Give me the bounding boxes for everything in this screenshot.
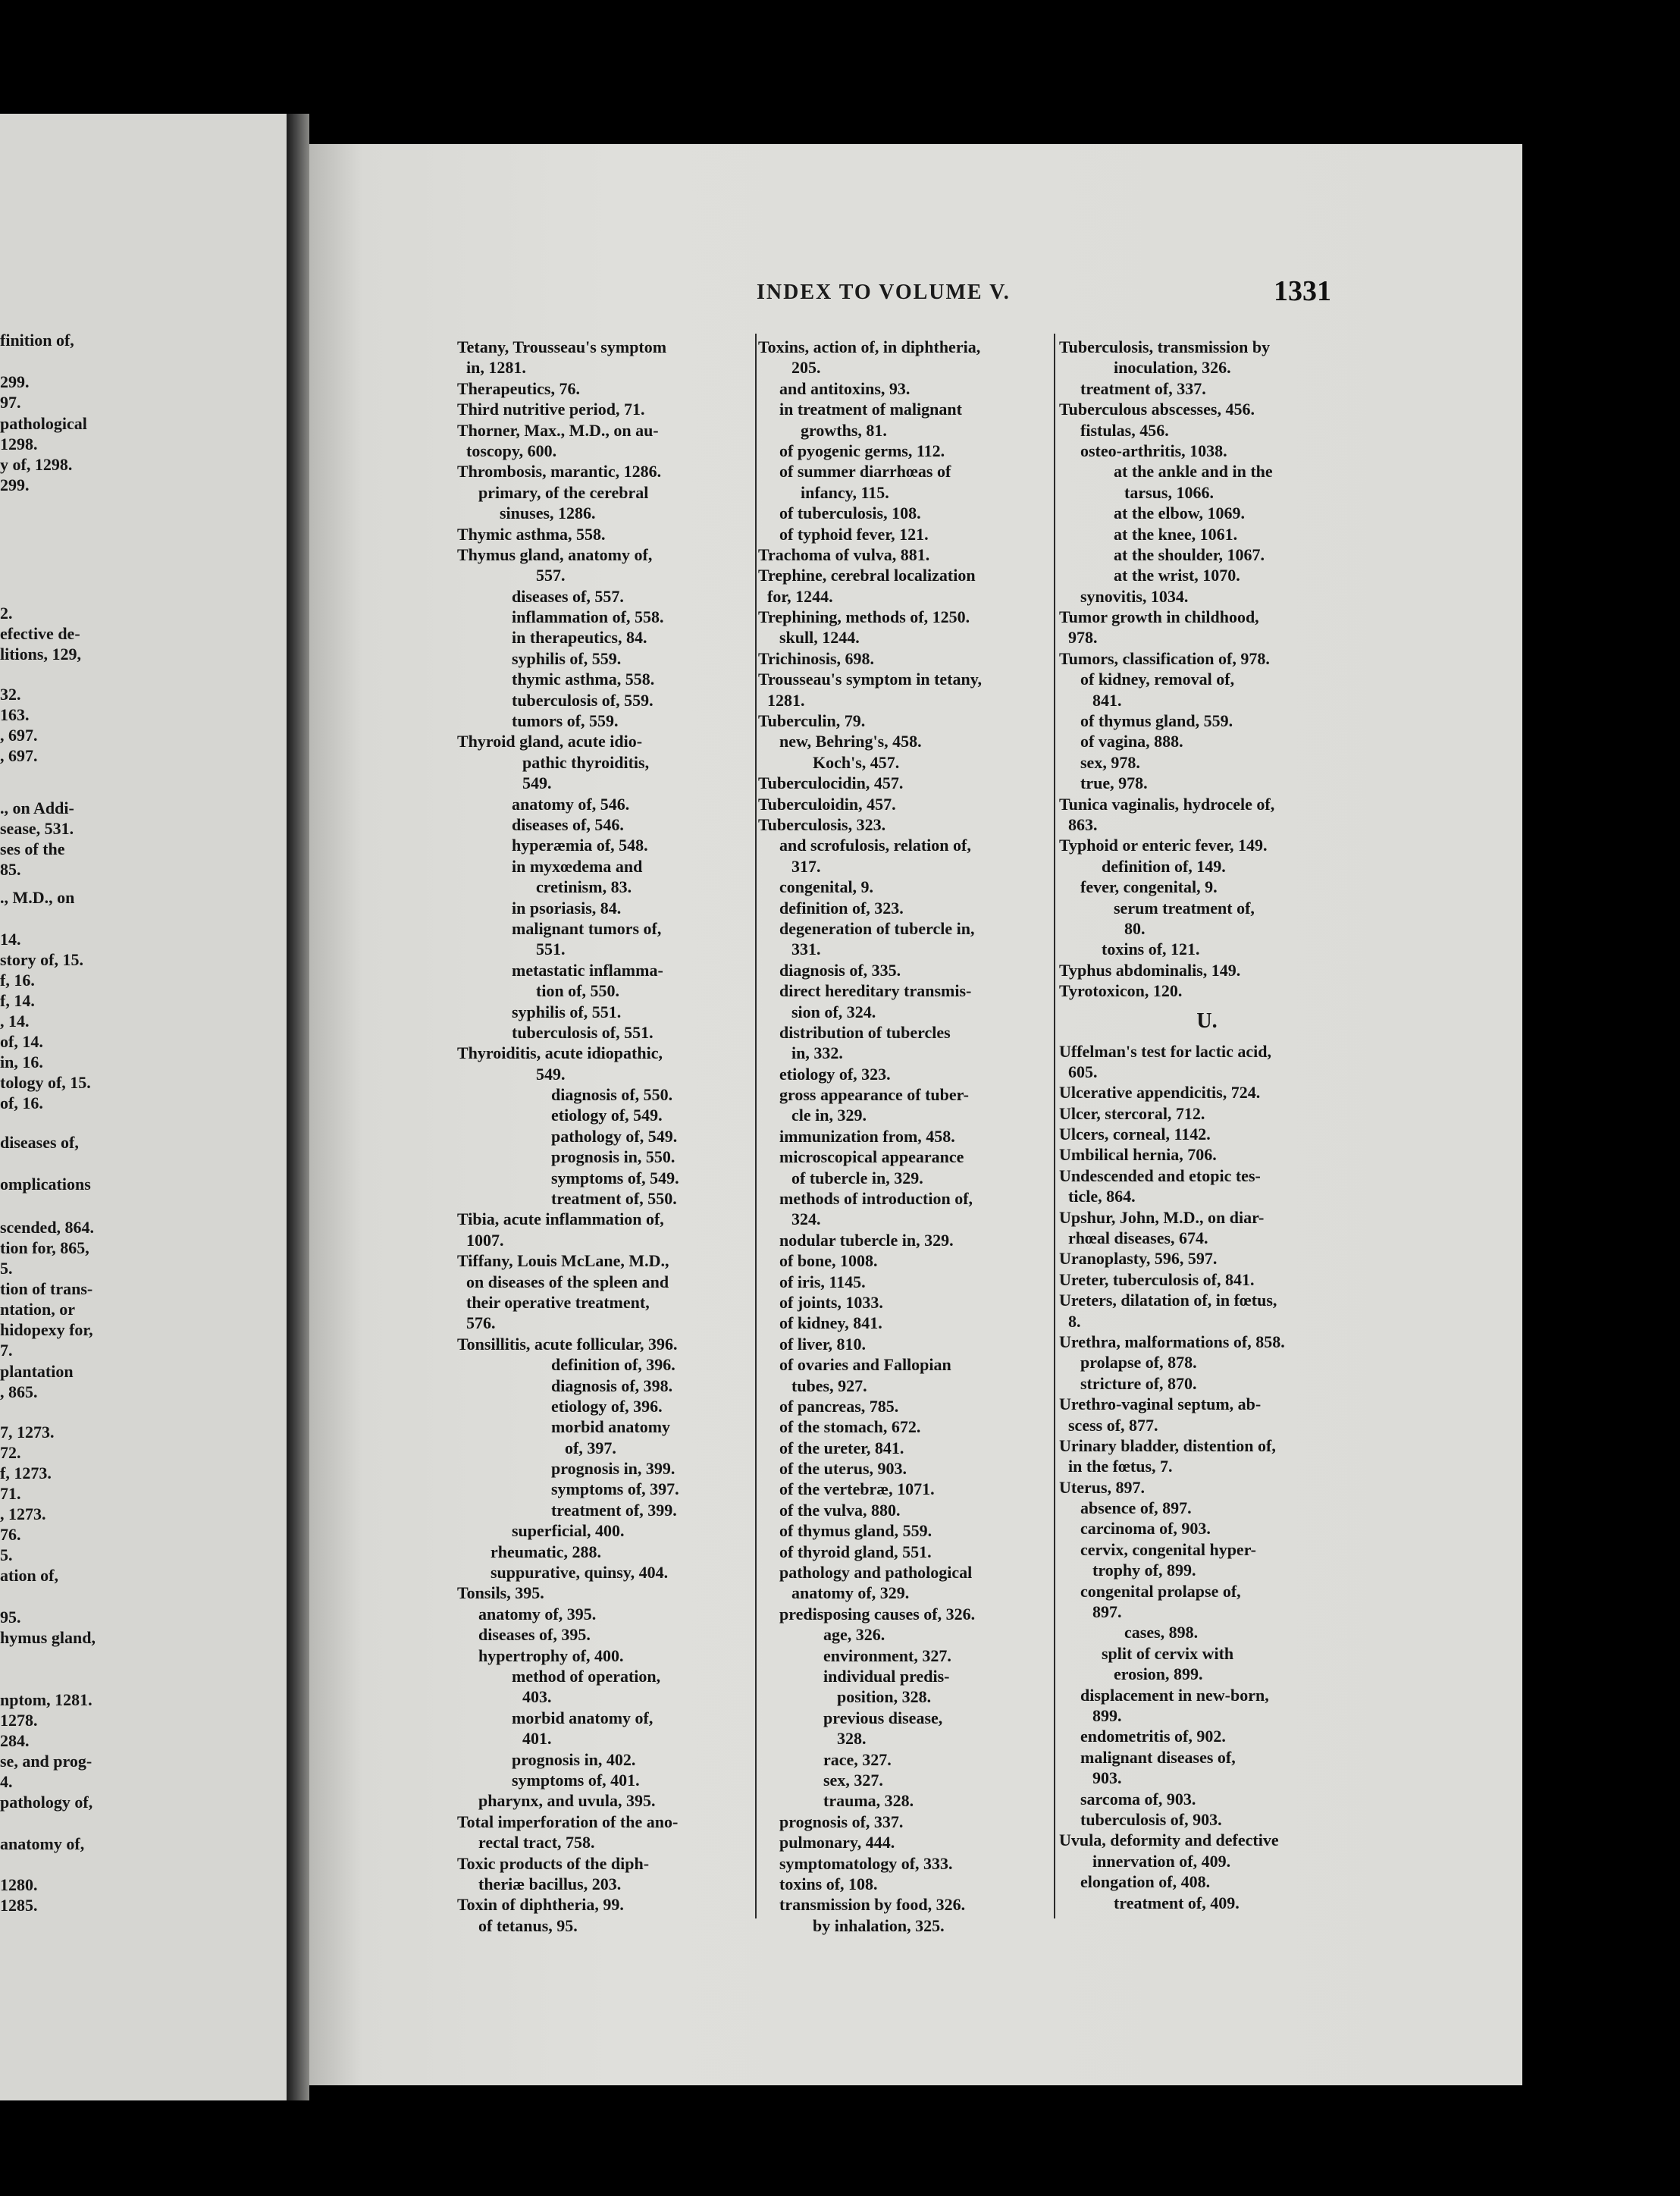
index-subentry: fistulas, 456. — [1080, 420, 1169, 440]
index-subentry: metastatic inflamma- — [512, 960, 663, 980]
index-subentry: of, 397. — [565, 1438, 616, 1457]
index-entry: Uranoplasty, 596, 597. — [1059, 1249, 1218, 1269]
index-subentry: diagnosis of, 398. — [551, 1376, 673, 1395]
index-entry: Ulcer, stercoral, 712. — [1059, 1103, 1205, 1123]
left-page-line: plantation — [0, 1362, 74, 1381]
index-subentry: of thymus gland, 559. — [1080, 711, 1233, 731]
index-subentry: erosion, 899. — [1114, 1664, 1203, 1684]
index-subentry: growths, 81. — [801, 420, 887, 440]
index-entry: Tuberculoidin, 457. — [758, 794, 896, 814]
left-page-line: 299. — [0, 372, 30, 391]
index-subentry: sion of, 324. — [791, 1002, 876, 1021]
index-subentry: thymic asthma, 558. — [512, 670, 655, 689]
left-page-line: tion of trans- — [0, 1279, 93, 1298]
index-subentry: inflammation of, 558. — [512, 607, 664, 627]
index-subentry: split of cervix with — [1102, 1643, 1234, 1663]
index-subentry: 205. — [791, 358, 821, 378]
left-page-line: 7. — [0, 1341, 13, 1360]
index-entry: Therapeutics, 76. — [457, 378, 580, 398]
index-subentry: primary, of the cerebral — [478, 482, 649, 502]
index-entry: Toxin of diphtheria, 99. — [457, 1895, 624, 1915]
left-page-line: pathology of, — [0, 1793, 93, 1812]
index-subentry: of liver, 810. — [779, 1334, 867, 1354]
left-page-line: 5. — [0, 1259, 13, 1278]
left-page-line: , 1273. — [0, 1504, 46, 1523]
index-subentry: 8. — [1068, 1311, 1081, 1331]
index-subentry: toxins of, 121. — [1102, 940, 1200, 959]
index-subentry: and scrofulosis, relation of, — [779, 836, 971, 855]
index-subentry: definition of, 149. — [1102, 856, 1226, 876]
index-subentry: of the uterus, 903. — [779, 1459, 907, 1479]
index-subentry: degeneration of tubercle in, — [779, 918, 975, 938]
index-subentry: gross appearance of tuber- — [779, 1085, 969, 1105]
index-subentry: absence of, 897. — [1080, 1498, 1192, 1518]
left-page-line: 14. — [0, 930, 21, 949]
index-subentry: immunization from, 458. — [779, 1126, 955, 1146]
left-page-line: 32. — [0, 685, 21, 704]
index-entry: Tonsillitis, acute follicular, 396. — [457, 1334, 678, 1354]
index-subentry: race, 327. — [823, 1749, 892, 1769]
left-page-line: 5. — [0, 1545, 13, 1564]
index-subentry: rhœal diseases, 674. — [1068, 1228, 1208, 1248]
index-entry: Trichinosis, 698. — [758, 648, 875, 668]
left-page-line: 1285. — [0, 1896, 38, 1915]
index-subentry: toscopy, 600. — [466, 441, 557, 460]
index-subentry: at the ankle and in the — [1114, 462, 1273, 482]
index-subentry: of ovaries and Fallopian — [779, 1355, 951, 1375]
index-subentry: for, 1244. — [767, 586, 833, 606]
index-subentry: tumors of, 559. — [512, 711, 619, 731]
left-page-line: litions, 129, — [0, 645, 81, 664]
index-subentry: cretinism, 83. — [536, 877, 632, 897]
index-entry: Total imperforation of the ano- — [457, 1812, 679, 1831]
index-subentry: tubes, 927. — [791, 1376, 867, 1395]
index-entry: Thrombosis, marantic, 1286. — [457, 462, 662, 482]
index-subentry: diseases of, 546. — [512, 814, 624, 834]
index-subentry: 401. — [522, 1729, 552, 1749]
left-page-line: , 14. — [0, 1012, 30, 1031]
index-subentry: suppurative, quinsy, 404. — [491, 1563, 669, 1583]
index-entry: Toxins, action of, in diphtheria, — [758, 337, 981, 356]
left-page-line: 72. — [0, 1443, 21, 1462]
index-entry: Uffelman's test for lactic acid, — [1059, 1041, 1272, 1061]
index-subentry: 899. — [1092, 1706, 1122, 1725]
index-subentry: in therapeutics, 84. — [512, 628, 647, 648]
index-subentry: of the ureter, 841. — [779, 1438, 904, 1457]
left-page-line: 7, 1273. — [0, 1423, 55, 1442]
index-subentry: trauma, 328. — [823, 1791, 914, 1811]
index-entry: Ulcers, corneal, 1142. — [1059, 1125, 1211, 1144]
index-entry: Upshur, John, M.D., on diar- — [1059, 1207, 1265, 1227]
index-subentry: at the knee, 1061. — [1114, 524, 1238, 544]
left-page-line: finition of, — [0, 331, 74, 350]
index-subentry: 903. — [1092, 1768, 1122, 1788]
index-entry: Tibia, acute inflammation of, — [457, 1209, 664, 1229]
index-entry: Thymic asthma, 558. — [457, 524, 606, 544]
index-entry: Umbilical hernia, 706. — [1059, 1145, 1217, 1165]
left-page-line: pathological — [0, 414, 87, 433]
index-subentry: hypertrophy of, 400. — [478, 1645, 624, 1665]
index-entry: Trephining, methods of, 1250. — [758, 607, 970, 627]
index-subentry: diagnosis of, 335. — [779, 960, 901, 980]
index-entry: Urinary bladder, distention of, — [1059, 1435, 1276, 1455]
index-entry: Tuberculin, 79. — [758, 711, 866, 731]
index-subentry: serum treatment of, — [1114, 898, 1255, 918]
index-subentry: previous disease, — [823, 1708, 943, 1727]
index-subentry: inoculation, 326. — [1114, 358, 1231, 378]
index-subentry: method of operation, — [512, 1667, 661, 1686]
index-subentry: stricture of, 870. — [1080, 1373, 1197, 1393]
index-subentry: on diseases of the spleen and — [466, 1272, 669, 1291]
index-subentry: their operative treatment, — [466, 1292, 650, 1312]
index-subentry: 551. — [536, 940, 566, 959]
index-subentry: of kidney, 841. — [779, 1313, 882, 1333]
index-subentry: in, 1281. — [466, 358, 526, 378]
index-subentry: symptomatology of, 333. — [779, 1853, 953, 1873]
left-page-line: 1298. — [0, 434, 38, 453]
index-subentry: 576. — [466, 1313, 496, 1333]
index-subentry: tuberculosis of, 559. — [512, 690, 654, 710]
index-subentry: of pyogenic germs, 112. — [779, 441, 945, 460]
index-subentry: prognosis in, 402. — [512, 1749, 636, 1769]
index-entry: Urethra, malformations of, 858. — [1059, 1332, 1285, 1351]
index-subentry: etiology of, 549. — [551, 1106, 663, 1125]
index-subentry: 557. — [536, 566, 566, 585]
index-subentry: of thymus gland, 559. — [779, 1521, 932, 1541]
index-subentry: of typhoid fever, 121. — [779, 524, 929, 544]
index-entry: Uterus, 897. — [1059, 1477, 1146, 1497]
index-entry: Trousseau's symptom in tetany, — [758, 670, 983, 689]
index-subentry: 317. — [791, 856, 821, 876]
index-subentry: tarsus, 1066. — [1124, 482, 1214, 502]
index-entry: Trachoma of vulva, 881. — [758, 544, 930, 564]
index-subentry: infancy, 115. — [801, 482, 889, 502]
index-subentry: 605. — [1068, 1062, 1098, 1081]
index-subentry: 841. — [1092, 690, 1122, 710]
left-page-line: , 697. — [0, 746, 38, 765]
index-entry: Tuberculosis, transmission by — [1059, 337, 1271, 356]
left-page-line: 163. — [0, 705, 30, 724]
index-subentry: methods of introduction of, — [779, 1189, 973, 1209]
index-subentry: rheumatic, 288. — [491, 1542, 602, 1561]
index-entry: Thyroid gland, acute idio- — [457, 732, 643, 751]
index-subentry: displacement in new-born, — [1080, 1685, 1269, 1705]
index-subentry: treatment of, 337. — [1080, 378, 1206, 398]
index-subentry: of the vulva, 880. — [779, 1500, 901, 1520]
running-head: INDEX TO VOLUME V. — [757, 281, 1011, 304]
index-subentry: morbid anatomy — [551, 1417, 671, 1437]
index-subentry: symptoms of, 397. — [551, 1479, 679, 1499]
left-page-line: story of, 15. — [0, 950, 83, 969]
index-subentry: of tetanus, 95. — [478, 1915, 578, 1935]
left-page-line: ation of, — [0, 1566, 58, 1585]
index-subentry: of tuberculosis, 108. — [779, 504, 921, 523]
left-page-line: efective de- — [0, 624, 80, 643]
index-subentry: direct hereditary transmis- — [779, 981, 972, 1001]
index-column-3 — [1059, 337, 1355, 1913]
index-entry: Trephine, cerebral localization — [758, 566, 976, 585]
left-page-line: , 865. — [0, 1382, 38, 1401]
index-subentry: of vagina, 888. — [1080, 732, 1183, 751]
book-gutter — [287, 114, 309, 2100]
index-subentry: position, 328. — [837, 1687, 932, 1707]
index-subentry: individual predis- — [823, 1667, 950, 1686]
index-subentry: diagnosis of, 550. — [551, 1085, 673, 1105]
index-subentry: 549. — [522, 773, 552, 793]
index-entry: Tunica vaginalis, hydrocele of, — [1059, 794, 1275, 814]
index-subentry: congenital prolapse of, — [1080, 1581, 1241, 1601]
index-subentry: Koch's, 457. — [813, 752, 900, 772]
index-subentry: trophy of, 899. — [1092, 1561, 1196, 1580]
index-subentry: rectal tract, 758. — [478, 1833, 595, 1852]
index-subentry: in the fœtus, 7. — [1068, 1457, 1173, 1476]
index-subentry: pulmonary, 444. — [779, 1833, 895, 1852]
index-entry: Ulcerative appendicitis, 724. — [1059, 1083, 1261, 1103]
index-subentry: in psoriasis, 84. — [512, 898, 622, 918]
index-subentry: 549. — [536, 1064, 566, 1084]
index-subentry: tion of, 550. — [536, 981, 619, 1001]
index-subentry: anatomy of, 329. — [791, 1583, 910, 1603]
index-subentry: 1007. — [466, 1230, 504, 1250]
index-subentry: cervix, congenital hyper- — [1080, 1539, 1256, 1559]
index-subentry: pharynx, and uvula, 395. — [478, 1791, 656, 1811]
index-subentry: elongation of, 408. — [1080, 1872, 1211, 1892]
index-subentry: new, Behring's, 458. — [779, 732, 922, 751]
index-subentry: diseases of, 395. — [478, 1625, 591, 1645]
left-page-line: y of, 1298. — [0, 455, 73, 474]
index-subentry: treatment of, 409. — [1114, 1893, 1240, 1912]
index-entry: Thyroiditis, acute idiopathic, — [457, 1043, 663, 1063]
index-subentry: hyperæmia of, 548. — [512, 836, 648, 855]
left-page-line: 2. — [0, 604, 13, 623]
left-page-line: 97. — [0, 393, 21, 412]
index-subentry: at the elbow, 1069. — [1114, 504, 1245, 523]
index-subentry: 331. — [791, 940, 821, 959]
index-subentry: anatomy of, 395. — [478, 1604, 597, 1623]
index-entry: Tumors, classification of, 978. — [1059, 648, 1270, 668]
index-subentry: of tubercle in, 329. — [791, 1168, 923, 1187]
left-page-line: ., on Addi- — [0, 798, 74, 817]
index-subentry: skull, 1244. — [779, 628, 860, 648]
index-subentry: transmission by food, 326. — [779, 1895, 966, 1915]
left-page-line: hidopexy for, — [0, 1320, 93, 1339]
index-subentry: osteo-arthritis, 1038. — [1080, 441, 1227, 460]
index-subentry: diseases of, 557. — [512, 586, 624, 606]
index-subentry: innervation of, 409. — [1092, 1851, 1231, 1871]
index-subentry: of the vertebræ, 1071. — [779, 1479, 935, 1499]
index-subentry: cle in, 329. — [791, 1106, 867, 1125]
left-page-line: anatomy of, — [0, 1834, 85, 1853]
left-page-line: 71. — [0, 1484, 21, 1503]
index-entry: Third nutritive period, 71. — [457, 400, 645, 419]
index-entry: Tuberculous abscesses, 456. — [1059, 400, 1255, 419]
left-page-line: of, 14. — [0, 1032, 43, 1051]
left-page-line: f, 14. — [0, 991, 35, 1010]
left-page-line: hymus gland, — [0, 1628, 96, 1647]
index-entry: Tuberculosis, 323. — [758, 814, 886, 834]
index-subentry: of pancreas, 785. — [779, 1396, 899, 1416]
index-subentry: definition of, 396. — [551, 1355, 675, 1375]
index-column-1 — [457, 337, 753, 1936]
index-subentry: true, 978. — [1080, 773, 1148, 793]
index-subentry: prognosis of, 337. — [779, 1812, 904, 1831]
index-entry: Typhoid or enteric fever, 149. — [1059, 836, 1268, 855]
index-subentry: malignant tumors of, — [512, 918, 662, 938]
left-page-fragment — [0, 114, 287, 2100]
index-subentry: at the wrist, 1070. — [1114, 566, 1240, 585]
left-page-line: ntation, or — [0, 1300, 75, 1319]
index-subentry: at the shoulder, 1067. — [1114, 544, 1265, 564]
left-page-line: 1280. — [0, 1875, 38, 1894]
index-subentry: pathic thyroiditis, — [522, 752, 650, 772]
index-entry: Thymus gland, anatomy of, — [457, 544, 653, 564]
index-subentry: endometritis of, 902. — [1080, 1727, 1226, 1746]
index-subentry: syphilis of, 551. — [512, 1002, 622, 1021]
index-entry: Thorner, Max., M.D., on au- — [457, 420, 659, 440]
index-column-2 — [758, 337, 1054, 1936]
index-subentry: in treatment of malignant — [779, 400, 962, 419]
index-subentry: scess of, 877. — [1068, 1415, 1158, 1435]
index-subentry: 978. — [1068, 628, 1098, 648]
left-page-line: ses of the — [0, 839, 65, 858]
index-subentry: 403. — [522, 1687, 552, 1707]
index-subentry: ticle, 864. — [1068, 1187, 1136, 1206]
index-subentry: sinuses, 1286. — [500, 504, 596, 523]
index-entry: Ureters, dilatation of, in fœtus, — [1059, 1291, 1277, 1310]
index-subentry: theriæ bacillus, 203. — [478, 1874, 622, 1893]
index-subentry: symptoms of, 549. — [551, 1168, 679, 1187]
left-page-line: 284. — [0, 1731, 30, 1750]
index-subentry: definition of, 323. — [779, 898, 904, 918]
left-page-line: 95. — [0, 1608, 21, 1627]
index-subentry: syphilis of, 559. — [512, 648, 622, 668]
left-page-line: tion for, 865, — [0, 1238, 89, 1257]
left-page-line: 85. — [0, 860, 21, 879]
index-subentry: treatment of, 399. — [551, 1500, 677, 1520]
page-number: 1331 — [1274, 275, 1331, 307]
index-subentry: cases, 898. — [1124, 1623, 1199, 1642]
index-subentry: of kidney, removal of, — [1080, 670, 1235, 689]
index-subentry: nodular tubercle in, 329. — [779, 1230, 954, 1250]
left-page-line: , 697. — [0, 726, 38, 745]
index-subentry: of iris, 1145. — [779, 1272, 866, 1291]
index-subentry: microscopical appearance — [779, 1147, 964, 1167]
index-subentry: toxins of, 108. — [779, 1874, 878, 1893]
index-entry: Tuberculocidin, 457. — [758, 773, 904, 793]
column-rule — [755, 334, 757, 1918]
index-subentry: 80. — [1124, 918, 1146, 938]
index-subentry: predisposing causes of, 326. — [779, 1604, 976, 1623]
left-page-line: ., M.D., on — [0, 888, 75, 907]
index-subentry: pathology of, 549. — [551, 1126, 678, 1146]
index-subentry: sarcoma of, 903. — [1080, 1789, 1196, 1809]
index-entry: Tumor growth in childhood, — [1059, 607, 1259, 627]
left-page-line: 76. — [0, 1525, 21, 1544]
index-entry: Urethro-vaginal septum, ab- — [1059, 1394, 1262, 1414]
index-subentry: anatomy of, 546. — [512, 794, 630, 814]
index-subentry: sex, 327. — [823, 1770, 883, 1790]
left-page-line: f, 16. — [0, 971, 35, 990]
index-subentry: carcinoma of, 903. — [1080, 1519, 1211, 1539]
left-page-line: 1278. — [0, 1711, 38, 1730]
index-entry: Typhus abdominalis, 149. — [1059, 960, 1241, 980]
index-subentry: pathology and pathological — [779, 1563, 973, 1583]
column-rule — [1054, 334, 1055, 1918]
index-subentry: symptoms of, 401. — [512, 1770, 640, 1790]
left-page-line: se, and prog- — [0, 1752, 92, 1771]
section-letter: U. — [1196, 1009, 1218, 1033]
index-subentry: environment, 327. — [823, 1645, 951, 1665]
index-subentry: prolapse of, 878. — [1080, 1353, 1197, 1372]
index-subentry: distribution of tubercles — [779, 1022, 951, 1042]
index-subentry: of joints, 1033. — [779, 1292, 883, 1312]
index-subentry: 863. — [1068, 814, 1098, 834]
index-subentry: congenital, 9. — [779, 877, 874, 897]
index-subentry: sex, 978. — [1080, 752, 1140, 772]
index-entry: Toxic products of the diph- — [457, 1853, 650, 1873]
index-entry: Undescended and etopic tes- — [1059, 1165, 1261, 1185]
index-subentry: age, 326. — [823, 1625, 885, 1645]
index-subentry: of bone, 1008. — [779, 1251, 878, 1271]
left-page-line: omplications — [0, 1175, 91, 1194]
index-entry: Tiffany, Louis McLane, M.D., — [457, 1251, 669, 1271]
index-entry: Ureter, tuberculosis of, 841. — [1059, 1269, 1255, 1289]
left-page-line: diseases of, — [0, 1133, 79, 1152]
index-subentry: of thyroid gland, 551. — [779, 1542, 932, 1561]
index-entry: Tyrotoxicon, 120. — [1059, 981, 1183, 1001]
index-subentry: of summer diarrhœas of — [779, 462, 951, 482]
left-page-line: in, 16. — [0, 1053, 43, 1071]
left-page-line: scended, 864. — [0, 1218, 95, 1237]
index-subentry: superficial, 400. — [512, 1521, 625, 1541]
index-subentry: in myxœdema and — [512, 856, 643, 876]
index-subentry: prognosis in, 399. — [551, 1459, 675, 1479]
index-subentry: fever, congenital, 9. — [1080, 877, 1218, 897]
index-subentry: treatment of, 550. — [551, 1189, 677, 1209]
index-entry: Uvula, deformity and defective — [1059, 1831, 1279, 1850]
left-page-line: 299. — [0, 475, 30, 494]
index-subentry: etiology of, 323. — [779, 1064, 891, 1084]
left-page-line: 4. — [0, 1772, 13, 1791]
index-subentry: tuberculosis of, 903. — [1080, 1809, 1222, 1829]
index-subentry: malignant diseases of, — [1080, 1747, 1236, 1767]
index-entry: Tonsils, 395. — [457, 1583, 544, 1603]
index-subentry: tuberculosis of, 551. — [512, 1022, 654, 1042]
index-subentry: 1281. — [767, 690, 805, 710]
left-page-line: nptom, 1281. — [0, 1690, 92, 1709]
index-subentry: prognosis in, 550. — [551, 1147, 675, 1167]
index-subentry: and antitoxins, 93. — [779, 378, 911, 398]
left-page-line: f, 1273. — [0, 1463, 52, 1482]
left-page-line: sease, 531. — [0, 819, 74, 838]
index-subentry: 324. — [791, 1209, 821, 1229]
left-page-line: tology of, 15. — [0, 1073, 91, 1092]
index-subentry: of the stomach, 672. — [779, 1417, 921, 1437]
index-entry: Tetany, Trousseau's symptom — [457, 337, 667, 356]
index-subentry: synovitis, 1034. — [1080, 586, 1189, 606]
index-subentry: 897. — [1092, 1602, 1122, 1622]
index-subentry: etiology of, 396. — [551, 1396, 663, 1416]
index-subentry: in, 332. — [791, 1043, 843, 1063]
index-subentry: morbid anatomy of, — [512, 1708, 654, 1727]
index-subentry: 328. — [837, 1729, 867, 1749]
index-subentry: by inhalation, 325. — [813, 1915, 945, 1935]
left-page-line: of, 16. — [0, 1093, 43, 1112]
